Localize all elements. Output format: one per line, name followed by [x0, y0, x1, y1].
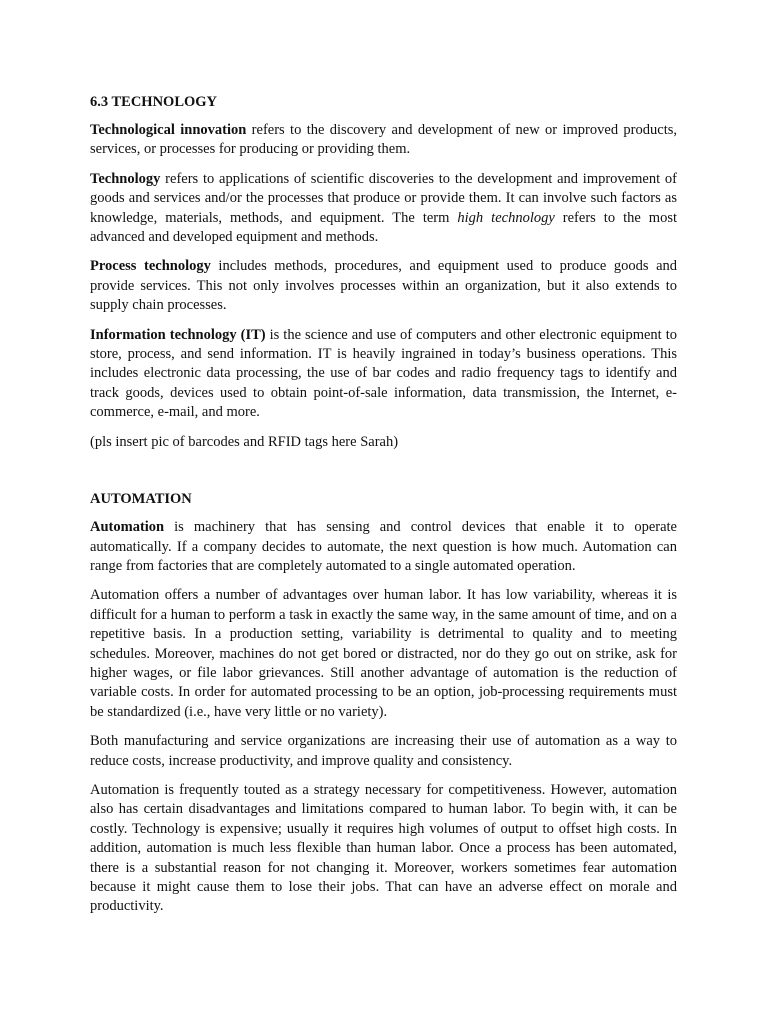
- document-page: [90, 93, 677, 927]
- paragraph-technological-innovation: [90, 121, 677, 160]
- section-heading-automation: AUTOMATION: [90, 491, 192, 508]
- paragraph-text: is machinery that has sensing and control devices that enable it to operate automatically. If a company decides to automate, the next question is how much. Automation can range from factories that are completely automated to a single automated operation.: [90, 519, 677, 574]
- paragraph-technology: [90, 170, 677, 248]
- paragraph-text: refers to the discovery and development of new or improved products, services, or processes for producing or providing them.: [90, 122, 677, 158]
- paragraph-automation-usage: Both manufacturing and service organizations are increasing their use of automation as a way to reduce costs, increase productivity, and improve quality and consistency.: [90, 733, 677, 769]
- paragraph-text: is the science and use of computers and other electronic equipment to store, process, and send information. IT is heavily ingrained in today’s business operations. This includes electronic data processing, the use of bar codes and radio frequency tags to identify and track goods, devices used to obtain point-of-sale information, data transmission, the Internet, e-commerce, e-mail, and more.: [90, 326, 677, 421]
- paragraph-information-technology: [90, 326, 677, 423]
- term-information-technology: Information technology (IT): [90, 326, 266, 343]
- paragraph-text: refers to the most advanced and developed equipment and methods.: [90, 209, 677, 246]
- section-spacer: [90, 452, 677, 490]
- term-automation: Automation: [90, 519, 165, 536]
- paragraph-automation-definition: [90, 518, 677, 576]
- italic-high-technology: high technology: [457, 209, 555, 226]
- term-process-technology: Process technology: [90, 258, 211, 275]
- paragraph-text: refers to applications of scientific discoveries to the development and improvement of goods and services and/or the processes that produce or provide them. It can involve such factors as knowledge, materials, methods, and equipment. The term: [90, 170, 677, 226]
- paragraph-automation-disadvantages: Automation is frequently touted as a strategy necessary for competitiveness. However, automation also has certain disadvantages and limitations compared to human labor. To begin with, it can be costly. Technology is expensive; usually it requires high volumes of output to offset high costs. In addition, automation is much less flexible than human labor. Once a process has been automated, there is a substantial reason for not changing it. Moreover, workers sometimes fear automation because it might cause them to lose their jobs. That can have an adverse effect on morale and productivity.: [90, 781, 677, 915]
- editor-note: (pls insert pic of barcodes and RFID tags here Sarah): [90, 433, 399, 450]
- term-technological-innovation: Technological innovation: [90, 122, 247, 138]
- section-heading-technology: 6.3 TECHNOLOGY: [90, 94, 218, 110]
- term-technology: Technology: [90, 170, 161, 187]
- paragraph-text: includes methods, procedures, and equipment used to produce goods and provide services. This not only involves processes within an organization, but it also extends to supply chain processes.: [90, 258, 678, 314]
- paragraph-automation-advantages: Automation offers a number of advantages over human labor. It has low variability, whereas it is difficult for a human to perform a task in exactly the same way, in the same amount of time, and on a repetitive basis. In a production setting, variability is detrimental to quality and to meeting schedules. Moreover, machines do not get bored or distracted, nor do they go out on strike, ask for higher wages, or file labor grievances. Still another advantage of automation is the reduction of variable costs. In order for automated processing to be an option, job-processing requirements must be standardized (i.e., have very little or no variety).: [90, 587, 677, 720]
- paragraph-process-technology: [90, 257, 677, 315]
